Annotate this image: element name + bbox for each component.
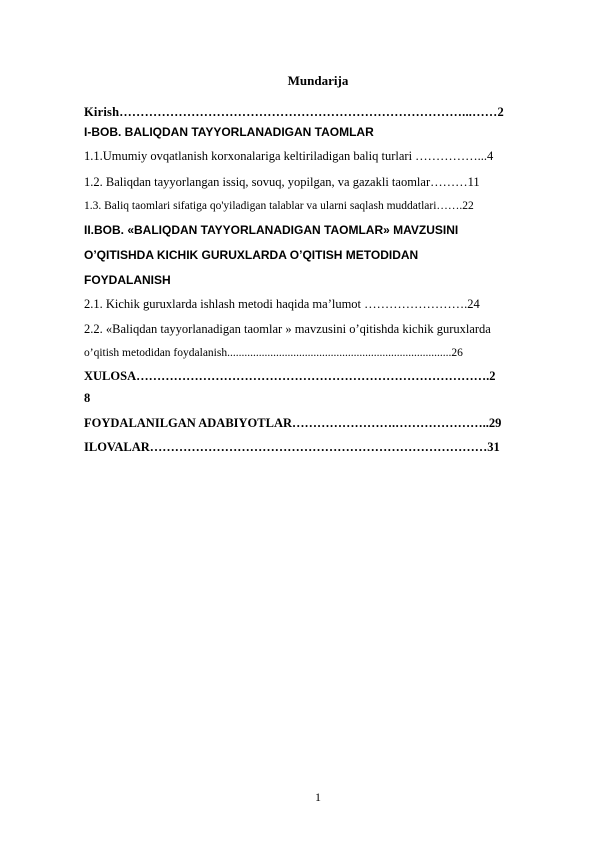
toc-entry-adabiyotlar: FOYDALANILGAN ADABIYOTLAR…………………….…………………..29 (84, 416, 502, 430)
toc-entry-xulosa: XULOSA………………………………………………………………………….2 (84, 369, 496, 383)
toc-entry-kirish: Kirish………………………………………………………………………...……2 (84, 105, 504, 119)
toc-chapter-2-line-1: II.BOB. «BALIQDAN TAYYORLANADIGAN TAOMLAR» MAVZUSINI (84, 223, 459, 237)
page-number: 1 (315, 790, 321, 804)
toc-chapter-2-line-3: FOYDALANISH (84, 273, 171, 287)
toc-entry-2-2-line-2: o’qitish metodidan foydalanish..............................................................................26 (84, 347, 463, 359)
toc-entry-ilovalar: ILOVALAR………………………………………………………………………31 (84, 440, 500, 454)
toc-entry-1-2: 1.2. Baliqdan tayyorlangan issiq, sovuq, yopilgan, va gazakli taomlar………11 (84, 175, 480, 189)
toc-entry-2-1: 2.1. Kichik guruxlarda ishlash metodi haqida ma’lumot …………………….24 (84, 297, 480, 311)
toc-entry-1-3: 1.3. Baliq taomlari sifatiga qo'yiladigan talablar va ularni saqlash muddatlari…….22 (84, 200, 474, 212)
toc-entry-1-1: 1.1.Umumiy ovqatlanish korxonalariga keltiriladigan baliq turlari ……………...4 (84, 149, 494, 163)
toc-title: Mundarija (287, 73, 349, 88)
toc-chapter-1: I-BOB. BALIQDAN TAYYORLANADIGAN TAOMLAR (84, 125, 374, 139)
toc-entry-2-2-line-1: 2.2. «Baliqdan tayyorlanadigan taomlar » mavzusini o’qitishda kichik guruxlarda (84, 322, 491, 336)
toc-entry-xulosa-page: 8 (84, 391, 91, 405)
toc-chapter-2-line-2: O’QITISHDA KICHIK GURUXLARDA O’QITISH METODIDAN (84, 248, 419, 262)
